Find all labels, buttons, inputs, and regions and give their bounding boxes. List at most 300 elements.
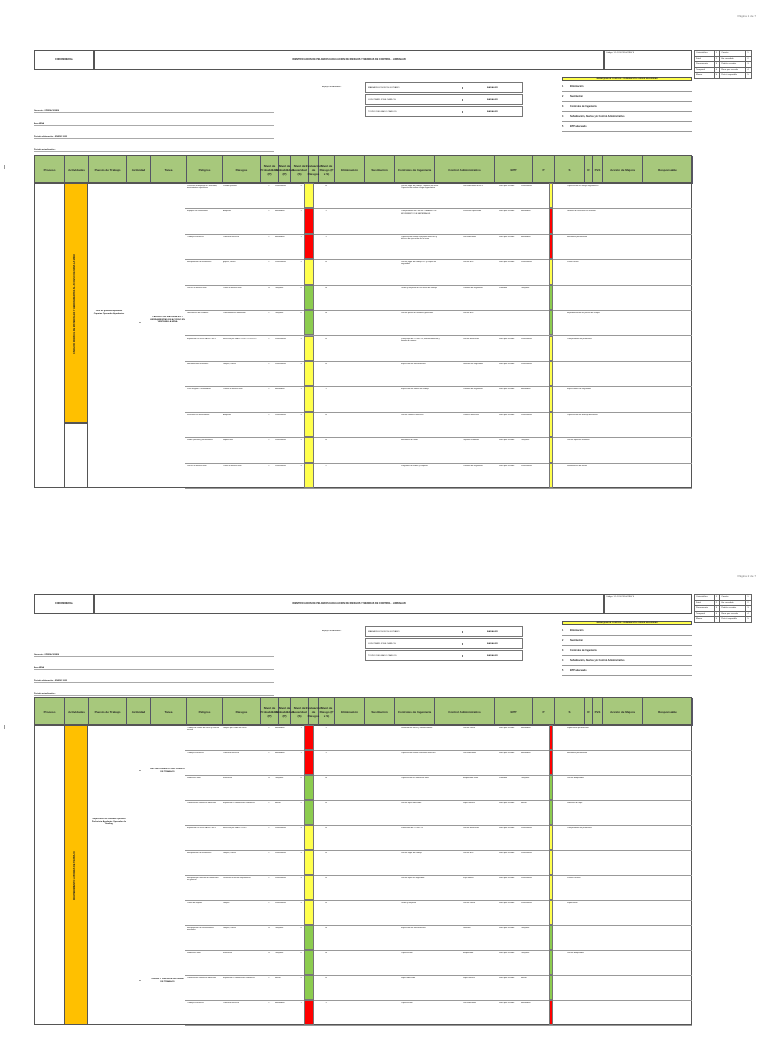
cell-s: Permanente — [275, 464, 286, 467]
cell-s: Mortalidad — [275, 1002, 285, 1004]
cell-rs: Menor — [521, 802, 527, 804]
cell-epp: Calzado de seguridad — [463, 286, 483, 289]
scale-cell: Temporal — [695, 67, 715, 73]
cell-s: Permanente — [275, 362, 286, 365]
scale-table — [694, 50, 752, 79]
risk-swatch — [304, 412, 314, 437]
cell-riesgo: Caída al mismo nivel — [223, 464, 242, 467]
cell-admin: Uso de ropa adecuada — [401, 802, 422, 804]
team-label: Equipo Evaluador : — [322, 630, 343, 632]
table-row — [185, 950, 692, 976]
team-member — [365, 82, 523, 93]
header-cell: Acción de Mejora — [603, 698, 643, 726]
legend-item — [562, 102, 692, 112]
cell-pxs: 13 — [324, 362, 328, 365]
cell-epp: Guantes de seguridad — [463, 362, 483, 365]
cell-peligro: Uso en el mismo nivel — [187, 464, 207, 467]
actividad-text-2: R — [139, 980, 141, 982]
cell-p: C — [268, 852, 270, 854]
cell-riesgo: Posible postura — [223, 185, 237, 187]
legend-label: Eliminación — [570, 629, 584, 632]
header-cell: Controles de Ingeniería — [395, 698, 435, 726]
table-row — [185, 725, 692, 751]
risk-swatch-reeval — [549, 825, 553, 850]
cell-n: 1 — [300, 210, 302, 213]
scale-cell: 5 — [714, 73, 720, 79]
cell-rp: Raro que suceda — [499, 464, 515, 467]
cell-p: C — [268, 977, 270, 979]
header-cell: PxS — [593, 156, 603, 184]
table-row — [185, 925, 692, 951]
cell-p: C — [268, 235, 270, 238]
cell-riesgo: Golpes por caída de rocas — [223, 727, 247, 729]
table-header — [34, 155, 692, 183]
cell-n: 3 — [300, 185, 302, 187]
cell-epp: Uso de casco — [463, 902, 476, 904]
scale-cell: 2 — [714, 600, 720, 606]
legend-number: 2 — [562, 639, 564, 642]
scale-cell: 5 — [714, 617, 720, 623]
risk-swatch-reeval — [549, 750, 553, 775]
risk-swatch-reeval — [549, 875, 553, 900]
cell-accion: Capacitación en riesgo ergonómico — [567, 185, 599, 187]
cell-pxs: 14 — [324, 286, 328, 289]
table-row — [185, 386, 692, 412]
company-cell — [34, 50, 94, 70]
doc-code: Código: 1.1-CO-FOR-04 REV 6 — [606, 596, 635, 598]
cell-s: Mortalidad — [275, 388, 285, 391]
risk-swatch — [304, 1000, 314, 1025]
cell-riesgo: Golpes — [223, 902, 230, 904]
cell-n: 3 — [300, 413, 302, 416]
cell-riesgo: Contacto eléctrico — [223, 752, 240, 754]
actividad-text: R — [139, 770, 141, 772]
code-cell — [604, 594, 692, 614]
cell-epp: Bloqueador — [463, 952, 474, 954]
legend-number: 1 — [562, 629, 564, 632]
risk-swatch-reeval — [549, 183, 553, 208]
cell-rp: Raro que suceda — [499, 1002, 515, 1004]
cell-pxs: 13 — [324, 413, 328, 416]
cell-epp: Ropa térmica — [463, 802, 475, 804]
risk-swatch-reeval — [549, 285, 553, 310]
header-cell: Nivel de Severidad (S) — [291, 156, 309, 184]
risk-swatch-reeval — [549, 208, 553, 233]
meta-line: Periodo actualización : — [34, 683, 274, 696]
cell-p: C — [268, 362, 270, 365]
cell-s: Permanente — [275, 413, 286, 416]
legend-item — [562, 92, 692, 102]
team-member-name: TOVEO DELGADO CARLOS — [368, 110, 397, 113]
header-cell: Actividades — [65, 698, 89, 726]
scale-cell: Temporal — [695, 611, 715, 617]
cell-pxs: 3 — [325, 388, 327, 391]
header-cell: Actividad — [127, 698, 151, 726]
cell-riesgo: Golpes, cortes — [223, 362, 236, 365]
header-cell: Actividad — [127, 156, 151, 184]
cell-epp: Uso de EPP — [463, 852, 474, 854]
cell-rs: Temporal — [521, 286, 530, 289]
legend-item — [562, 122, 692, 132]
team-list — [365, 626, 523, 662]
tarea-text: CARGUIO DE MATERIALES Y HERRAMIENTAS EN ACCESO EN VENTANILLA MINA — [150, 316, 185, 324]
cell-p: B — [268, 777, 270, 779]
header-cell: Nivel de Severidad (S) — [291, 698, 309, 726]
header-cell: Responsable — [643, 698, 693, 726]
legend-item — [562, 666, 692, 676]
cell-rs: Temporal — [521, 439, 530, 442]
legend-label: Señalización, Alertas y/o Control Administrativo — [570, 115, 625, 118]
legend-number: 1 — [562, 85, 564, 88]
cell-rp: Probable — [499, 286, 508, 289]
header-cell: Proceso — [35, 698, 65, 726]
cell-rs: Permanente — [521, 464, 532, 467]
meta-line: Periodo actualización : — [34, 139, 274, 152]
cell-peligro: Trabajo de rotura de rocas y macizo rocoso — [187, 727, 219, 732]
cell-riesgo: Exposición a condiciones climáticas — [223, 977, 255, 979]
cell-s: Permanente — [275, 185, 286, 187]
cell-s: Mortalidad — [275, 235, 285, 238]
team-member — [365, 106, 523, 117]
cell-admin: Uso de lugar de trabajo RIT y tarjeta de seguridad — [401, 261, 436, 266]
scale-cell: Raro que suceda — [720, 67, 746, 73]
cell-admin: Capacitación en radiación solar — [401, 777, 429, 779]
risk-swatch-reeval — [549, 310, 553, 335]
team-member — [365, 94, 523, 105]
puesto-text: Jefe de guardia Ayudante Capataz Operador Ayudantes — [93, 310, 125, 315]
cell-rp: Raro que suceda — [499, 337, 515, 340]
header-cell: Actividades — [65, 156, 89, 184]
team-member-sign: BADALER — [462, 655, 522, 657]
header-cell: Puesto de Trabajo — [89, 156, 127, 184]
cell-accion: Pausas activas — [567, 877, 581, 879]
risk-swatch — [304, 725, 314, 750]
risk-swatch — [304, 800, 314, 825]
process-band-empty — [64, 423, 88, 488]
team-member-name: LUIS ITARR JOSE CARLOS — [368, 642, 396, 645]
team-list — [365, 82, 523, 118]
cell-riesgo: Contaminación ambiental — [223, 312, 246, 315]
scale-cell: Menor — [695, 73, 715, 79]
cell-riesgo: Infección por SARS CoV-2 — [223, 827, 247, 829]
cell-peligro: Trabajos eléctricos — [187, 1002, 204, 1004]
header-cell: Peligros — [187, 698, 223, 726]
cell-epp: Uso de casco — [463, 727, 476, 729]
cell-admin: Uso de lugar de trabajo; Objetivo del área. Capacitación sobre riesgo ergonómico — [401, 185, 439, 190]
cell-peligro: Caída de objetos — [187, 902, 203, 904]
cell-s: Mortalidad — [275, 210, 285, 213]
legend-number: 5 — [562, 669, 564, 672]
risk-swatch — [304, 875, 314, 900]
cell-accion: Señalización de zonas — [567, 464, 588, 467]
risk-swatch — [304, 285, 314, 310]
process-band — [64, 725, 88, 1025]
scale-cell: 3 — [714, 62, 720, 68]
cell-epp: Uso de EPP — [463, 261, 474, 264]
cell-rs: Permanente — [521, 337, 532, 340]
scale-cell: Común — [720, 51, 746, 57]
cell-epp: Chaleco reflectivo — [463, 413, 479, 416]
cell-pxs: 13 — [324, 802, 328, 804]
doc-title: IDENTIFICACION DE PELIGROS EVALUACION DE RIESGOS Y MEDIDAS DE CONTROL - LIMBAHAB — [292, 601, 406, 605]
cell-n: 1 — [300, 235, 302, 238]
cell-admin: Inspección de zonas de trabajo — [401, 388, 429, 391]
header-cell: EPP — [495, 156, 533, 184]
header-cell: EPP — [495, 698, 533, 726]
tarea-text-2: ORDEN Y LIMPIEZA DEL AREA DE TRABAJO — [151, 978, 184, 983]
cell-accion: Cumplimiento de protocolos — [567, 337, 592, 340]
cell-epp: Bloqueador solar — [463, 777, 479, 779]
cell-pxs: 3 — [325, 727, 327, 729]
doc-code: Código: 1.1-CO-FOR-04 REV 6 — [606, 52, 635, 54]
cell-pxs: 14 — [324, 777, 328, 779]
cell-rs: Menor — [521, 977, 527, 979]
cell-pxs: 13 — [324, 337, 328, 340]
scale-cell: 5 — [746, 73, 752, 79]
team-member — [365, 638, 523, 649]
meta-line: Area MINA — [34, 657, 274, 670]
cell-admin: Uso de lugar de trabajo — [401, 852, 422, 854]
cell-s: Mortalidad — [275, 752, 285, 754]
cell-rp: Raro que suceda — [499, 413, 515, 416]
header-cell: P — [533, 156, 555, 184]
meta-line: Area MINA — [34, 113, 274, 126]
cell-epp: Uso de EPP — [463, 312, 474, 315]
scale-cell: 1 — [714, 51, 720, 57]
table-row — [185, 850, 692, 876]
risk-swatch — [304, 259, 314, 284]
header-cell: Nivel de Riesgo (P x S) — [319, 698, 335, 726]
table-row — [185, 775, 692, 801]
legend-label: Eliminación — [570, 85, 584, 88]
scale-cell: Menor — [695, 617, 715, 623]
cell-riesgo: Golpes, cortes — [223, 927, 236, 929]
cell-s: Permanente — [275, 337, 286, 340]
cell-epp: Calzado de seguridad — [463, 464, 483, 467]
cell-p: C — [268, 312, 270, 315]
scale-cell: Ha sucedido — [720, 600, 746, 606]
table-row — [185, 361, 692, 387]
cell-s: Permanente — [275, 877, 286, 879]
cell-admin: Inspección de herramientas — [401, 362, 426, 365]
cell-p: C — [268, 185, 270, 187]
cell-s: Mortalidad — [275, 727, 285, 729]
cell-accion: Inspecciones de seguridad — [567, 388, 591, 391]
cell-riesgo: golpes, cortes — [223, 261, 236, 264]
cell-p: C — [268, 388, 270, 391]
process-label: MANTENIMIENTO LABORES DE TRABAJO — [73, 851, 76, 901]
cell-pxs: 13 — [324, 261, 328, 264]
header-cell: S — [555, 698, 585, 726]
table-row — [185, 208, 692, 234]
risk-swatch — [304, 825, 314, 850]
table-row — [185, 183, 692, 209]
cell-rs: Permanente — [521, 362, 532, 365]
scale-cell: 2 — [746, 56, 752, 62]
scale-table — [694, 594, 752, 623]
cell-peligro: Piso irregular / resbaladizo — [187, 388, 211, 391]
team-label: Equipo Evaluador : — [322, 86, 343, 88]
header-cell: R — [585, 156, 593, 184]
cell-pxs: 13 — [324, 185, 328, 187]
cell-pxs: 13 — [324, 977, 328, 979]
risk-swatch-reeval — [549, 412, 553, 437]
cell-pxs: 13 — [324, 902, 328, 904]
cell-epp: Uso de mascarilla — [463, 337, 479, 340]
doc-title-cell — [94, 594, 604, 614]
cell-p: C — [268, 827, 270, 829]
cell-accion: Supervisión — [567, 902, 578, 904]
table-row — [185, 463, 692, 489]
cell-n: 4 — [300, 286, 302, 289]
table-row — [185, 975, 692, 1001]
cell-accion: Monitoreo permanente — [567, 235, 588, 238]
cell-admin: Programa de orden y limpieza — [401, 464, 428, 467]
cell-riesgo: Atropello — [223, 413, 231, 416]
scale-cell: 4 — [746, 67, 752, 73]
cell-peligro: Radiación solar — [187, 777, 201, 779]
scale-cell: 4 — [714, 611, 720, 617]
meta-line: Gerencia : OPERACIONES — [34, 100, 274, 113]
meta-list — [34, 644, 274, 696]
cell-accion: Capacitación de manejo defensivo — [567, 413, 598, 416]
cell-epp: Uso adecuado — [463, 1002, 476, 1004]
cell-n: 1 — [300, 388, 302, 391]
cell-pxs: 3 — [325, 1002, 327, 1004]
risk-swatch — [304, 386, 314, 411]
cell-rs: Permanente — [521, 852, 532, 854]
legend-title: JERARQUIA DE CONTROL - ELIMINACIÓN / DESDE SEGURIDAD — [562, 621, 692, 625]
header-cell: Nivel de Probabilidad (P) — [261, 156, 279, 184]
cell-admin: Orden y limpieza de las áreas de trabajo — [401, 286, 437, 289]
cell-peligro: Uso en el mismo nivel — [187, 286, 207, 289]
margin-tick — [4, 165, 5, 169]
risk-swatch-reeval — [549, 259, 553, 284]
cell-pxs: 14 — [324, 312, 328, 315]
legend-label: Controles de Ingeniería — [570, 105, 597, 108]
cell-rp: Raro que suceda — [499, 902, 515, 904]
scale-cell: 5 — [746, 617, 752, 623]
cell-rp: Raro que suceda — [499, 210, 515, 213]
cell-epp: Uso adecuado de EPP — [463, 185, 484, 187]
legend-label: EPP adecuado — [570, 669, 587, 672]
cell-peligro: Condiciones climáticas adversas — [187, 802, 217, 804]
team-member-sign: BADALER — [462, 99, 522, 101]
header-cell: Eliminación — [335, 156, 365, 184]
scale-cell: 1 — [746, 595, 752, 601]
cell-riesgo: Caída al mismo nivel — [223, 286, 242, 289]
header-cell: Nivel de Riesgo (P x S) — [319, 156, 335, 184]
scale-cell: 2 — [714, 56, 720, 62]
cell-admin: Desatado de rocas y sostenimiento — [401, 727, 433, 729]
legend-label: Señalización, Alertas y/o Control Administrativo — [570, 659, 625, 662]
cell-rp: Raro que suceda — [499, 752, 515, 754]
risk-swatch-reeval — [549, 850, 553, 875]
cell-pxs: 14 — [324, 952, 328, 954]
page-1 — [0, 14, 768, 495]
margin-tick — [4, 725, 5, 729]
cell-pxs: 13 — [324, 827, 328, 829]
cell-peligro: Trabajos eléctricos — [187, 235, 204, 238]
team-member-sign: BADALER — [462, 631, 522, 633]
legend-item — [562, 626, 692, 636]
cell-p: C — [268, 802, 270, 804]
cell-s: Menor — [275, 802, 281, 804]
risk-swatch — [304, 850, 314, 875]
header-cell: Responsable — [643, 156, 693, 184]
table-row — [185, 1000, 692, 1026]
cell-s: Temporal — [275, 777, 284, 779]
tarea-text: RECONOCIMIENTO DEL FRENTE DE TRABAJO — [150, 768, 185, 773]
cell-accion: Implementación de puntos de acopio — [567, 312, 600, 315]
cell-n: 3 — [300, 902, 302, 904]
header-cell: Acción de Mejora — [603, 156, 643, 184]
legend-item — [562, 656, 692, 666]
cell-s: Menor — [275, 977, 281, 979]
cell-n: 5 — [300, 977, 302, 979]
risk-swatch-reeval — [549, 361, 553, 386]
cell-accion: Gestión de vehículos en tránsito — [567, 210, 596, 213]
process-band — [64, 183, 88, 423]
cell-admin: Orden y limpieza — [401, 902, 417, 904]
scale-cell: Fatal — [695, 600, 715, 606]
team-member-sign: BADALER — [462, 111, 522, 113]
legend-number: 3 — [562, 649, 564, 652]
cell-riesgo: Golpes, cortes — [223, 852, 236, 854]
cell-rs: Permanente — [521, 902, 532, 904]
cell-n: 3 — [300, 877, 302, 879]
doc-title: IDENTIFICACION DE PELIGROS EVALUACION DE RIESGOS Y MEDIDAS DE CONTROL - LIMBAHAB — [292, 57, 406, 61]
cell-s: Permanente — [275, 902, 286, 904]
header-cell: Sustitución — [365, 698, 395, 726]
header-cell: Proceso — [35, 156, 65, 184]
header-cell: Peligros — [187, 156, 223, 184]
risk-swatch-reeval — [549, 725, 553, 750]
header-cell: Eliminación — [335, 698, 365, 726]
legend-title: JERARQUIA DE CONTROL - ELIMINACIÓN / DESDE SEGURIDAD — [562, 77, 692, 81]
cell-n: 4 — [300, 927, 302, 929]
scale-cell: Permanente — [695, 62, 715, 68]
risk-swatch-reeval — [549, 1000, 553, 1025]
cell-rp: Raro que suceda — [499, 235, 515, 238]
header-cell: Controles de Ingeniería — [395, 156, 435, 184]
team-member — [365, 650, 523, 661]
risk-swatch — [304, 950, 314, 975]
cell-admin: Capacitación — [401, 952, 413, 954]
cell-epp: Calzado de seguridad — [463, 388, 483, 391]
legend-number: 4 — [562, 659, 564, 662]
cell-n: 1 — [300, 727, 302, 729]
risk-swatch — [304, 463, 314, 488]
team-member-name: LUIS ITARR JOSE CARLOS — [368, 98, 396, 101]
header-cell: Control Administrativo — [435, 698, 495, 726]
cell-rp: Raro que suceda — [499, 952, 515, 954]
cell-riesgo: Atropello — [223, 210, 231, 213]
cell-rs: Mortalidad — [521, 388, 531, 391]
cell-admin: Capacitación — [401, 1002, 413, 1004]
cell-accion: Dotación de ropa — [567, 802, 583, 804]
cell-s: Temporal — [275, 927, 284, 929]
cell-riesgo: Insolación — [223, 777, 233, 779]
cell-peligro: Vehículos en movimiento — [187, 413, 210, 416]
scale-cell: 3 — [714, 606, 720, 612]
cell-s: Permanente — [275, 439, 286, 442]
risk-swatch-reeval — [549, 234, 553, 259]
cell-p: C — [268, 727, 270, 729]
risk-swatch — [304, 183, 314, 208]
cell-p: C — [268, 439, 270, 442]
table-row — [185, 234, 692, 260]
